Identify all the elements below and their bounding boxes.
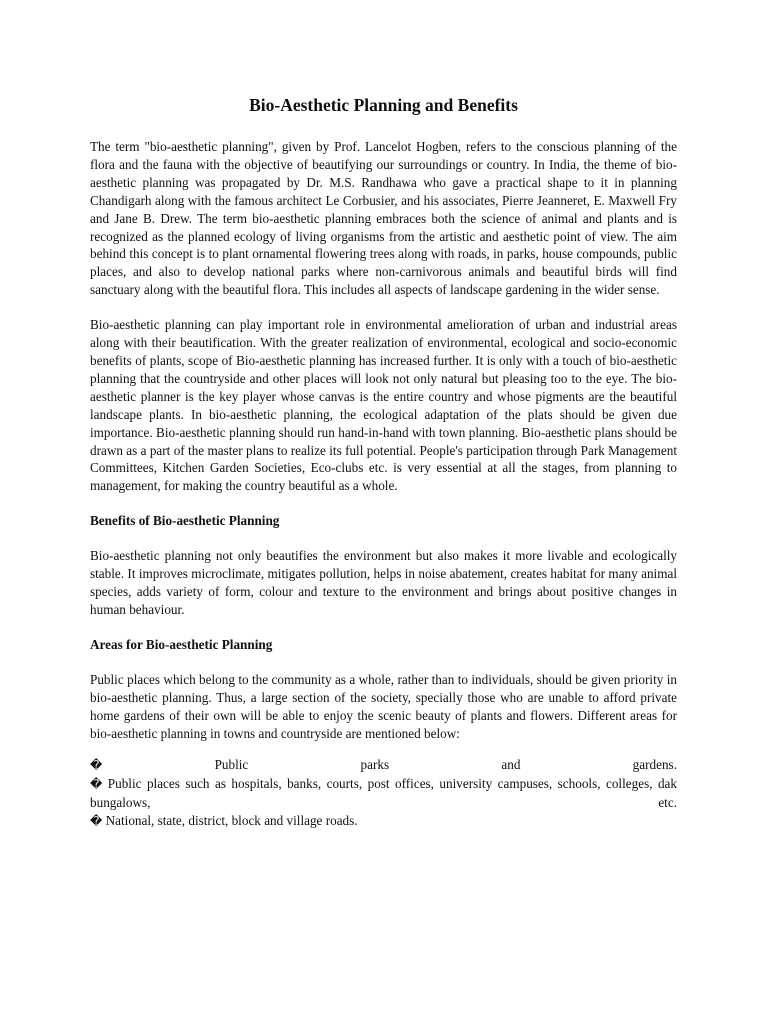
- list-item-text: National, state, district, block and village roads.: [105, 813, 358, 829]
- benefits-heading: Benefits of Bio-aesthetic Planning: [90, 513, 280, 529]
- areas-heading: Areas for Bio-aesthetic Planning: [90, 636, 273, 652]
- scope-paragraph: Bio-aesthetic planning can play important role in environmental amelioration of urban and industrial areas along with their beautification. With the greater realization of environmental, ecological and socio-economic benefits of plants, scope of Bio-aesthetic planning has increased further. It is only with a touch of bio-aesthetic planning that the countryside and other places will look not only natural but pleasing too to the eye. The bio-aesthetic planner is the key player whose canvas is the entire country and whose pigments are the beautiful landscape plants. In bio-aesthetic planning, the ecological adaptation of the plats should be given due importance. Bio-aesthetic planning should run hand-in-hand with town planning. Bio-aesthetic plans should be drawn as a part of the master plans to realize its full potential. People's participation through Park Management Committees, Kitchen Garden Societies, Eco-clubs etc. is very essential at all the stages, from planning to management, for making the country beautiful as a whole.: [90, 317, 677, 494]
- document-page: [90, 94, 677, 831]
- benefits-paragraph: Bio-aesthetic planning not only beautifies the environment but also makes it more livable and ecologically stable. It improves microclimate, mitigates pollution, helps in noise abatement, creates habitat for many animal species, adds variety of form, colour and texture to the environment and brings about positive changes in human behaviour.: [90, 548, 677, 617]
- list-item: [90, 756, 677, 775]
- bullet-marker-icon: �: [90, 777, 103, 792]
- bullet-marker-icon: �: [90, 814, 103, 829]
- areas-list: [90, 756, 677, 831]
- list-item: [90, 775, 677, 812]
- list-item-text: Public places such as hospitals, banks, courts, post offices, university campuses, schools, colleges, dak bungalows, etc.: [90, 776, 677, 811]
- areas-paragraph: Public places which belong to the community as a whole, rather than to individuals, should be given priority in bio-aesthetic planning. Thus, a large section of the society, specially those who are unable to afford private home gardens of their own will be able to enjoy the scenic beauty of plants and flowers. Different areas for bio-aesthetic planning in towns and countryside are mentioned below:: [90, 671, 677, 741]
- intro-paragraph: The term "bio-aesthetic planning", given by Prof. Lancelot Hogben, refers to the conscious planning of the flora and the fauna with the objective of beautifying our surroundings or country. In India, the theme of bio-aesthetic planning was propagated by Dr. M.S. Randhawa who gave a practical shape to it in planning Chandigarh along with the famous architect Le Corbusier, and his associates, Pierre Jeanneret, E. Maxwell Fry and Jane B. Drew. The term bio-aesthetic planning embraces both the science of animal and plants and is recognized as the planned ecology of living organisms from the artistic and aesthetic point of view. The aim behind this concept is to plant ornamental flowering trees along with roads, in parks, house compounds, public places, and also to develop national parks where non-carnivorous animals and beautiful birds will find sanctuary along with the beautiful flora. This includes all aspects of landscape gardening in the wider sense.: [90, 139, 677, 298]
- list-item: [90, 812, 677, 831]
- bullet-marker-icon: �: [90, 758, 103, 773]
- list-item-text: Public parks and gardens.: [214, 757, 677, 773]
- page-title: Bio-Aesthetic Planning and Benefits: [249, 95, 518, 115]
